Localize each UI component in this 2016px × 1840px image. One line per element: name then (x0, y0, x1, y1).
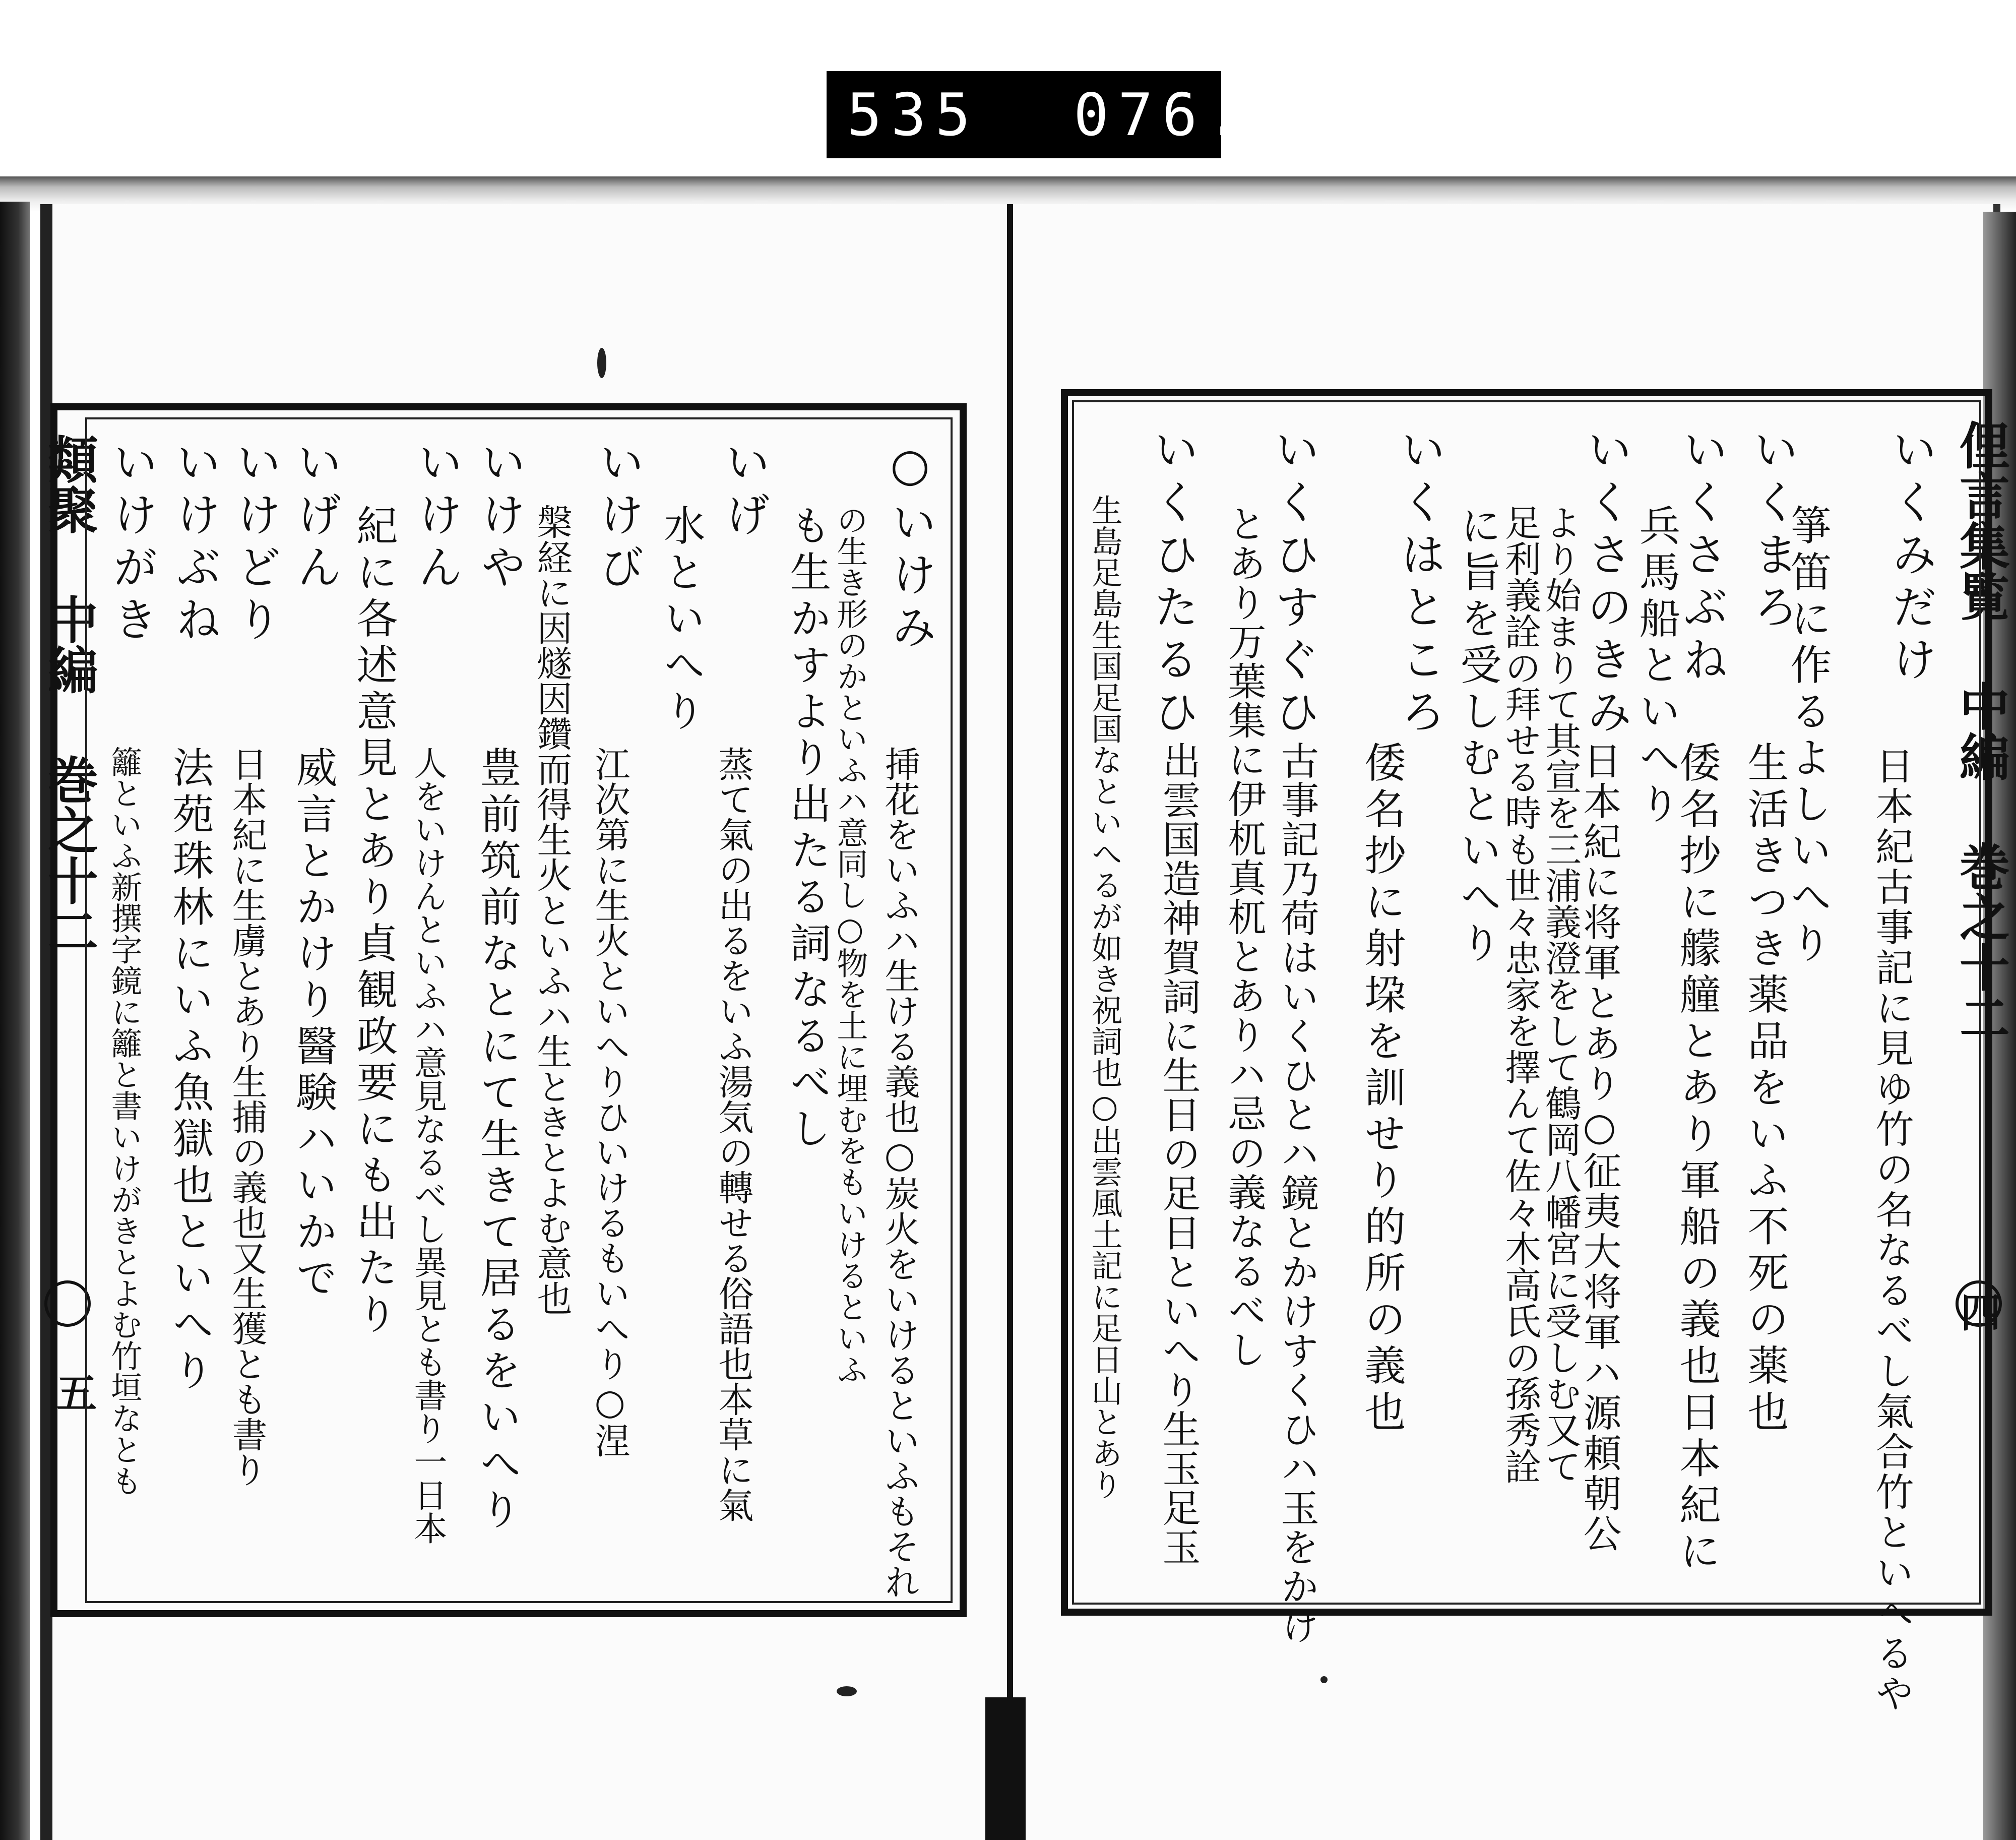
index-label-right: 076. (1074, 81, 1251, 149)
entry-text: 紀に各述意見とあり貞観政要にも出たり (350, 504, 398, 1339)
entry-text: 法苑珠林にいふ魚獄也といへり (166, 746, 214, 1395)
entry-text: 生島足島生国足国なといへるが如き祝詞也○出雲風土記に足日山とあり (1086, 494, 1123, 1500)
entry-text: 倭名抄に艨艟とあり軍船の義也日本紀に (1673, 741, 1721, 1576)
entry-text: 兵馬船といへり (1632, 504, 1680, 829)
ink-speck (837, 1686, 857, 1696)
entry-text: も生かすより出たる詞なるべし (783, 504, 831, 1153)
entry-text: 日本紀古事記に見ゆ竹の名なるべし氣合竹といへるや (1869, 746, 1914, 1714)
entry-text: 蒸て氣の出るをいふ湯気の轉せる俗語也本草に氣 (713, 746, 754, 1522)
entry-heading: いけん (410, 439, 463, 596)
entry-heading: いくみだけ (1884, 426, 1937, 688)
entry-text: 古事記乃荷はいくひとハ鏡とかけすくひハ玉をかけ (1275, 741, 1319, 1645)
ink-speck (597, 348, 606, 378)
right-page-number: 四 (1961, 1289, 2001, 1336)
right-margin-title: 俚言集覧 中編 巻之十二 (1951, 419, 2010, 1042)
index-label-left: 535 (847, 81, 980, 149)
entry-heading: いけび (591, 439, 644, 596)
entry-text: 槃経に因燧因鑽而得生火といふハ生ときとよむ意也 (531, 504, 573, 1316)
entry-heading: いくまろ (1745, 426, 1798, 636)
entry-heading: いくさのきみ (1579, 426, 1632, 741)
entry-heading: いげん (289, 439, 342, 596)
entry-heading: いけぶね (168, 439, 221, 648)
entry-text: 人をいけんといふハ意見なるべし異見とも書り一日本 (408, 746, 447, 1545)
entry-heading: いくひたるひ (1146, 426, 1199, 741)
entry-text: 生活きつき薬品をいふ不死の薬也 (1741, 741, 1789, 1437)
entry-text: 倭名抄に射垜を訓せり的所の義也 (1358, 741, 1406, 1437)
entry-text: 江次第に生火といへりひいけるもいへり○涅 (589, 746, 631, 1458)
entry-text: 水といへり (657, 504, 705, 736)
left-page-number: 五 (56, 1370, 97, 1417)
book-left-edge (0, 202, 30, 1840)
entry-text: 挿花をいふハ生ける義也○炭火をいけるといふもそれ (879, 746, 920, 1599)
entry-heading: いくひすぐひ (1267, 426, 1319, 741)
entry-text: 日本紀に生虜とあり生捕の義也又生獲とも書り (226, 746, 268, 1487)
entry-heading: いくはところ (1393, 426, 1445, 741)
entry-text: 足利義詮の拜せる時も世々忠家を擇んて佐々木高氏の孫秀詮 (1499, 504, 1541, 1484)
entry-text: 箏笛に作るよしいへり (1784, 504, 1832, 968)
entry-heading: いげ (717, 439, 770, 543)
ink-speck (1320, 1676, 1328, 1683)
entry-text: とあり万葉集に伊杌真杌とありハ忌の義なるべし (1222, 504, 1267, 1369)
entry-heading: ○いけみ (884, 439, 936, 656)
entry-text: の生き形のかといふハ意同し○物を土に埋むをもいけるといふ (832, 504, 868, 1385)
entry-heading: いけどり (228, 439, 281, 648)
entry-text: 出雲国造神賀詞に生日の足日といへり生玉足玉 (1156, 741, 1201, 1567)
entry-heading: いけがき (105, 439, 158, 648)
entry-text: に旨を受しむといへり (1454, 504, 1501, 968)
entry-heading: いけや (473, 439, 526, 596)
entry-text: 豊前筑前なとにて生きて居るをいへり (473, 746, 521, 1535)
index-label (827, 71, 1251, 158)
gutter-tab (985, 1697, 1026, 1840)
entry-text: 日本紀に将軍とあり○征夷大将軍ハ源頼朝公 (1577, 741, 1622, 1554)
book-gutter (1007, 204, 1013, 1840)
entry-text: 威言とかけり醫験ハいかで (289, 746, 337, 1303)
entry-text: 籬といふ新撰字鏡に籬と書いけがきとよむ竹垣なとも (106, 746, 143, 1496)
entry-heading: いくさぶね (1675, 426, 1728, 688)
entry-text: より始まりて其宣を三浦義澄をして鶴岡八幡宮に受しむ又て (1539, 504, 1582, 1484)
left-margin-title: 類聚 中編 巻之十二 (39, 434, 99, 956)
